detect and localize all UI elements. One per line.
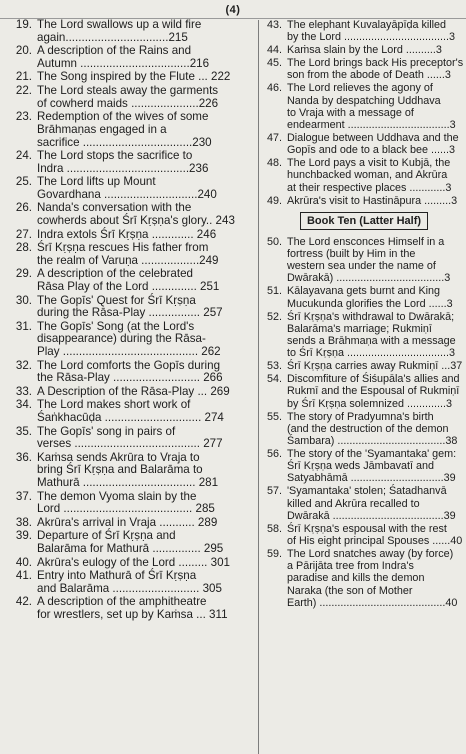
- entry-number: 36.: [15, 450, 32, 464]
- contents-entry: [0, 268, 256, 293]
- contents-entry: [0, 71, 256, 84]
- entry-number: 51.: [266, 285, 282, 298]
- entry-number: 20.: [15, 44, 32, 58]
- entry-title: Nanda's conversation with the cowherds about Śrī Kṛṣṇa's glory.. 243: [37, 201, 235, 228]
- contents-entry: [262, 57, 466, 81]
- contents-entry: [0, 557, 256, 570]
- contents-entry: [262, 285, 466, 309]
- entry-title: The Song inspired by the Flute ... 222: [37, 70, 231, 84]
- entry-title: Śrī Kṛṣṇa's withdrawal to Dwārakā; Balarāma's marriage; Rukmiṇī sends a Brāhmaṇa with a message to Śrī Kṛṣṇa ..................................3: [287, 310, 456, 360]
- entry-number: 43.: [266, 19, 282, 31]
- contents-entry: [0, 111, 256, 149]
- entry-number: 41.: [15, 569, 32, 583]
- entry-title: Akrūra's eulogy of the Lord ......... 301: [37, 555, 230, 569]
- entry-number: 35.: [15, 424, 32, 438]
- entry-title: The story of Pradyumna's birth (and the destruction of the demon Śambara) ....................................38: [287, 410, 458, 448]
- contents-entry: [0, 530, 256, 555]
- entry-number: 27.: [15, 227, 32, 241]
- entry-title: The demon Vyoma slain by the Lord ........................................ 285: [37, 489, 215, 516]
- entry-number: 31.: [15, 319, 32, 333]
- contents-entry: [0, 386, 256, 399]
- contents-entry: [262, 132, 466, 156]
- entry-number: 49.: [266, 194, 282, 207]
- contents-entry: [262, 448, 466, 485]
- entry-title: Kaṁsa slain by the Lord ..........3: [287, 44, 442, 57]
- entry-title: The Lord relieves the agony of Nanda by despatching Uddhava to Vraja with a message of endearment ..................................3: [287, 82, 456, 132]
- contents-entry: [0, 596, 256, 621]
- entry-title: The Lord steals away the garments of cowherd maids .....................226: [37, 83, 219, 110]
- entry-number: 25.: [15, 175, 32, 189]
- entry-title: The Lord snatches away (by force) a Pārijāta tree from Indra's paradise and kills the demon Naraka (the son of Mother Earth) ..........................................40: [287, 548, 458, 609]
- entry-title: A description of the amphitheatre for wrestlers, set up by Kaṁsa ... 311: [37, 595, 228, 621]
- contents-entry: [0, 517, 256, 530]
- entry-title: Discomfiture of Śiśupāla's allies and Rukmī and the Espousal of Rukmiṇī by Śrī Kṛṣṇa solemnized .............3: [287, 373, 460, 410]
- contents-entry: [0, 491, 256, 516]
- entry-number: 42.: [15, 595, 32, 609]
- contents-entry: [0, 321, 256, 359]
- entry-number: 26.: [15, 201, 32, 215]
- contents-entry: [262, 523, 466, 547]
- entry-number: 22.: [15, 83, 32, 97]
- contents-entry: [0, 426, 256, 451]
- contents-entry: [0, 452, 256, 490]
- entry-title: The story of the 'Syamantaka' gem: Śrī Kṛṣṇa weds Jāmbavatī and Satyabhāmā ...............................39: [287, 448, 457, 485]
- contents-entry: [0, 202, 256, 227]
- entry-number: 44.: [266, 44, 282, 57]
- entry-number: 19.: [15, 18, 32, 31]
- contents-entry: [0, 295, 256, 320]
- entry-title: Entry into Mathurā of Śrī Kṛṣṇa and Balarāma ........................... 305: [37, 569, 222, 595]
- contents-entry: [262, 157, 466, 194]
- entry-number: 45.: [266, 57, 282, 70]
- entry-title: Kaṁsa sends Akrūra to Vraja to bring Śrī Kṛṣṇa and Balarāma to Mathurā ................................... 281: [37, 450, 219, 490]
- entry-title: The Lord ensconces Himself in a fortress (built by Him in the western sea under the name of Dwārakā) ....................................3: [287, 235, 451, 285]
- entry-number: 53.: [266, 360, 282, 373]
- contents-entry: [262, 548, 466, 609]
- entry-title: A Description of the Rāsa-Play ... 269: [37, 384, 230, 398]
- contents-entry: [262, 311, 466, 360]
- entry-number: 46.: [266, 82, 282, 95]
- section-heading-wrap: [262, 211, 466, 230]
- entry-title: The Gopīs' Song (at the Lord's disappearance) during the Rāsa- Play .......................................... 262: [37, 319, 221, 359]
- entry-number: 37.: [15, 489, 32, 503]
- contents-entry: [0, 360, 256, 385]
- entry-title: Indra extols Śrī Kṛṣṇa ............. 246: [37, 227, 217, 241]
- entry-number: 39.: [15, 529, 32, 543]
- entry-title: A description of the Rains and Autumn ..................................216: [37, 44, 210, 70]
- contents-entry: [262, 411, 466, 448]
- contents-entry: [262, 44, 466, 56]
- contents-entry: [262, 195, 466, 207]
- entry-title: A description of the celebrated Rāsa Play of the Lord .............. 251: [37, 267, 220, 294]
- entry-title: Śrī Kṛṣṇa carries away Rukmiṇī ...37: [287, 360, 463, 373]
- entry-title: Śrī Kṛṣṇa's espousal with the rest of His eight principal Spouses ......40: [287, 522, 463, 548]
- entry-title: The Gopīs' song in pairs of verses ....................................... 277: [37, 424, 223, 451]
- entry-number: 54.: [266, 373, 282, 386]
- contents-entry: [0, 85, 256, 110]
- entry-title: The Lord lifts up Mount Govardhana .............................240: [37, 175, 217, 201]
- entry-number: 34.: [15, 398, 32, 412]
- entry-number: 56.: [266, 448, 282, 461]
- contents-entry: [0, 229, 256, 242]
- entry-title: 'Syamantaka' stolen; Śatadhanvā killed and Akrūra recalled to Dwārakā .....................................39: [287, 485, 456, 522]
- entry-number: 52.: [266, 310, 282, 323]
- entry-number: 38.: [15, 515, 32, 529]
- contents-left-column: [0, 19, 256, 622]
- column-divider: [258, 20, 259, 754]
- contents-entry: [0, 570, 256, 595]
- entry-title: The Lord brings back His preceptor's son from the abode of Death ......3: [287, 57, 464, 82]
- entry-number: 32.: [15, 358, 32, 372]
- entry-title: Redemption of the wives of some Brāhmaṇas engaged in a sacrifice ..................................230: [37, 110, 212, 149]
- entry-title: The Lord swallows up a wild fire again................................215: [37, 18, 202, 44]
- entry-title: Akrūra's visit to Hastināpura .........3: [287, 194, 458, 207]
- entry-number: 57.: [266, 485, 282, 498]
- entry-title: The Lord makes short work of Śaṅkhacūḍa .............................. 274: [37, 398, 224, 425]
- entry-number: 29.: [15, 267, 32, 281]
- contents-entry: [0, 19, 256, 44]
- entry-title: The Gopīs' Quest for Śrī Kṛṣṇa during the Rāsa-Play ................ 257: [37, 293, 223, 320]
- entry-number: 24.: [15, 149, 32, 163]
- contents-entry: [0, 176, 256, 201]
- entry-number: 23.: [15, 110, 32, 124]
- contents-entry: [0, 150, 256, 175]
- entry-number: 48.: [266, 157, 282, 170]
- entry-number: 58.: [266, 522, 282, 535]
- contents-right-column: [262, 19, 466, 610]
- contents-entry: [0, 242, 256, 267]
- contents-entry: [262, 485, 466, 522]
- contents-right-entries-b: [262, 236, 466, 609]
- entry-number: 40.: [15, 555, 32, 569]
- entry-title: Kālayavana gets burnt and King Mucukunda glorifies the Lord ......3: [287, 285, 453, 310]
- entry-number: 55.: [266, 410, 282, 423]
- contents-entry: [262, 82, 466, 131]
- entry-number: 21.: [15, 70, 32, 84]
- contents-entry: [0, 45, 256, 70]
- entry-number: 33.: [15, 384, 32, 398]
- entry-number: 47.: [266, 132, 282, 145]
- contents-entry: [262, 19, 466, 43]
- entry-number: 30.: [15, 293, 32, 307]
- entry-title: The Lord pays a visit to Kubjā, the hunchbacked woman, and Akrūra at their respective places ............3: [287, 157, 452, 194]
- entry-title: The Lord comforts the Gopīs during the Rāsa-Play ........................... 266: [37, 358, 223, 385]
- entry-title: The elephant Kuvalayāpīḍa killed by the Lord ...................................3: [287, 19, 456, 44]
- entry-title: Dialogue between Uddhava and the Gopīs and ode to a black bee ......3: [287, 132, 459, 157]
- entry-title: Departure of Śrī Kṛṣṇa and Balarāma for Mathurā ............... 295: [37, 529, 224, 556]
- contents-entry: [262, 360, 466, 372]
- entry-number: 59.: [266, 548, 282, 561]
- contents-entry: [0, 399, 256, 424]
- entry-title: Śrī Kṛṣṇa rescues His father from the realm of Varuṇa ..................249: [37, 241, 219, 267]
- entry-number: 28.: [15, 241, 32, 255]
- contents-entry: [262, 236, 466, 285]
- entry-title: The Lord stops the sacrifice to Indra ......................................236: [37, 149, 209, 175]
- contents-entry: [262, 373, 466, 410]
- entry-number: 50.: [266, 235, 282, 248]
- page-number: (4): [225, 4, 241, 16]
- contents-right-entries-a: [262, 19, 466, 207]
- section-heading: Book Ten (Latter Half): [300, 212, 428, 230]
- entry-title: Akrūra's arrival in Vraja ........... 289: [37, 515, 218, 529]
